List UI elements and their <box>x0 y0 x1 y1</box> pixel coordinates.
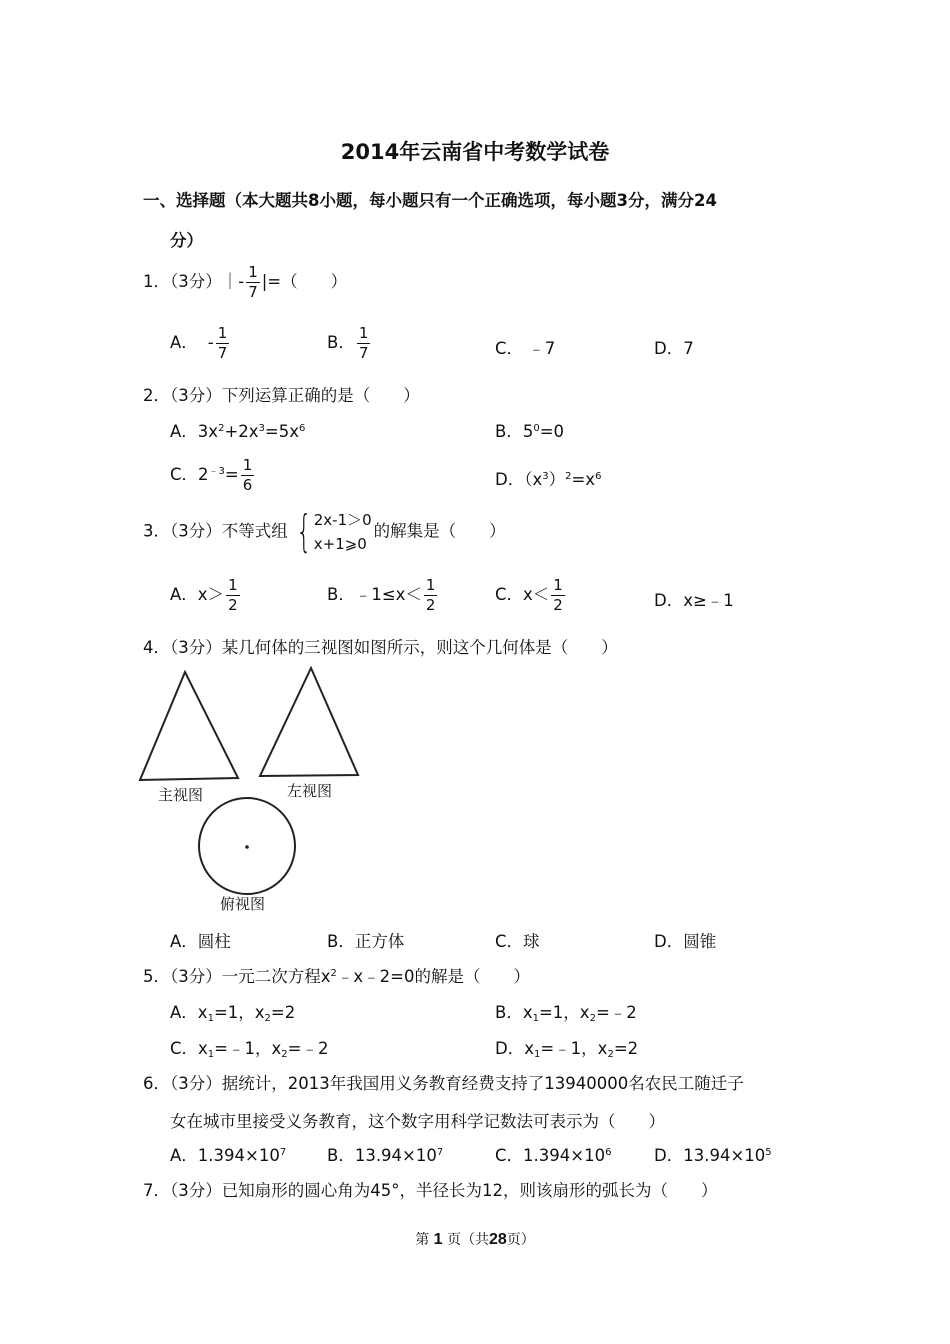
q1-option-b[interactable]: B． $\frac{1}{7}$ <box>327 324 369 362</box>
page-total: 28 <box>489 1231 507 1248</box>
q1-option-c[interactable]: C． ﹣7 <box>495 339 556 358</box>
q1-text: 1．（3分）｜- <box>143 272 245 291</box>
q2-option-d[interactable]: D．$(x^3)^2=x^6$ <box>495 470 602 489</box>
q3-option-a[interactable]: A．x＞ $\frac{1}{2}$ <box>170 576 238 614</box>
question-6-cont: 女在城市里接受义务教育，这个数字用科学记数法可表示为（ ） <box>170 1112 665 1131</box>
q2-c-fraction: $\frac{1}{6}$ <box>242 456 253 494</box>
section-heading-cont: 分） <box>170 231 203 250</box>
q3-a-fraction: $\frac{1}{2}$ <box>228 576 238 614</box>
q5-option-d[interactable]: D．$x_1=﹣1$，$x_2=2$ <box>495 1039 639 1060</box>
q3-b-fraction: $\frac{1}{2}$ <box>425 576 436 614</box>
left-view-label: 左视图 <box>287 782 333 800</box>
q3-option-d[interactable]: D．x≥﹣1 <box>654 591 734 610</box>
q5-option-a[interactable]: A．$x_1=1$，$x_2=2$ <box>170 1003 296 1024</box>
q3-option-b[interactable]: B．﹣1≤x＜ $\frac{1}{2}$ <box>327 576 436 614</box>
q5-option-c[interactable]: C．$x_1=﹣1$，$x_2=﹣2$ <box>170 1039 329 1060</box>
q4-option-a[interactable]: A．圆柱 <box>170 932 231 951</box>
front-view-triangle <box>140 672 238 780</box>
q3-option-c[interactable]: C．x＜ $\frac{1}{2}$ <box>495 576 563 614</box>
section-heading: 一、选择题（本大题共8小题，每小题只有一个正确选项，每小题3分，满分24 <box>143 191 717 210</box>
page-footer: 第 1 页（共28页） <box>415 1231 535 1248</box>
top-view-center-dot <box>245 845 249 849</box>
q6-option-b[interactable]: B．$13.94\times 10^7$ <box>327 1146 444 1165</box>
page-number: 1 <box>433 1231 443 1248</box>
q2-option-b[interactable]: B．$5^0=0$ <box>495 422 565 441</box>
q2-option-c[interactable]: C．$2^{﹣3}=$ $\frac{1}{6}$ <box>170 456 253 494</box>
left-view-triangle <box>260 668 358 776</box>
question-3: 3．（3分）不等式组 { 2x-1＞0 x+1⩾0 的解集是（ ） <box>143 506 506 557</box>
question-4: 4．（3分）某几何体的三视图如图所示，则这个几何体是（ ） <box>143 638 618 657</box>
front-view-label: 主视图 <box>158 786 204 804</box>
question-6: 6．（3分）据统计，2013年我国用义务教育经费支持了13940000名农民工随迁子 <box>143 1074 744 1093</box>
q1-fraction: $\frac{1}{7}$ <box>248 263 258 301</box>
q3-c-fraction: $\frac{1}{2}$ <box>553 576 563 614</box>
q6-option-c[interactable]: C．$1.394\times 10^6$ <box>495 1146 612 1165</box>
q5-option-b[interactable]: B．$x_1=1$，$x_2=﹣2$ <box>495 1003 637 1024</box>
question-7: 7．（3分）已知扇形的圆心角为45°，半径长为12，则该扇形的弧长为（ ） <box>143 1181 718 1200</box>
q4-option-d[interactable]: D．圆锥 <box>654 932 717 951</box>
q1-b-fraction: $\frac{1}{7}$ <box>358 324 369 362</box>
q1-option-a[interactable]: A． - $\frac{1}{7}$ <box>170 324 228 362</box>
question-2: 2．（3分）下列运算正确的是（ ） <box>143 386 420 405</box>
q4-option-b[interactable]: B．正方体 <box>327 932 405 951</box>
q6-option-d[interactable]: D．$13.94\times 10^5$ <box>654 1146 772 1165</box>
q1-a-fraction: $\frac{1}{7}$ <box>217 324 228 362</box>
q2-option-a[interactable]: A．$3x^2+2x^3=5x^6$ <box>170 422 306 441</box>
inequality-system: { 2x-1＞0 x+1⩾0 <box>296 506 372 557</box>
q1-option-d[interactable]: D．7 <box>654 339 694 358</box>
page-title: 2014年云南省中考数学试卷 <box>340 140 610 164</box>
question-1 <box>143 265 347 300</box>
question-5: 5．（3分）一元二次方程$x^2﹣x﹣2=0$的解是（ ） <box>143 967 530 986</box>
q6-option-a[interactable]: A．$1.394\times 10^7$ <box>170 1146 287 1165</box>
q1-text-end: |=（ ） <box>261 272 348 291</box>
top-view-label: 俯视图 <box>220 895 266 913</box>
q4-option-c[interactable]: C．球 <box>495 932 540 951</box>
